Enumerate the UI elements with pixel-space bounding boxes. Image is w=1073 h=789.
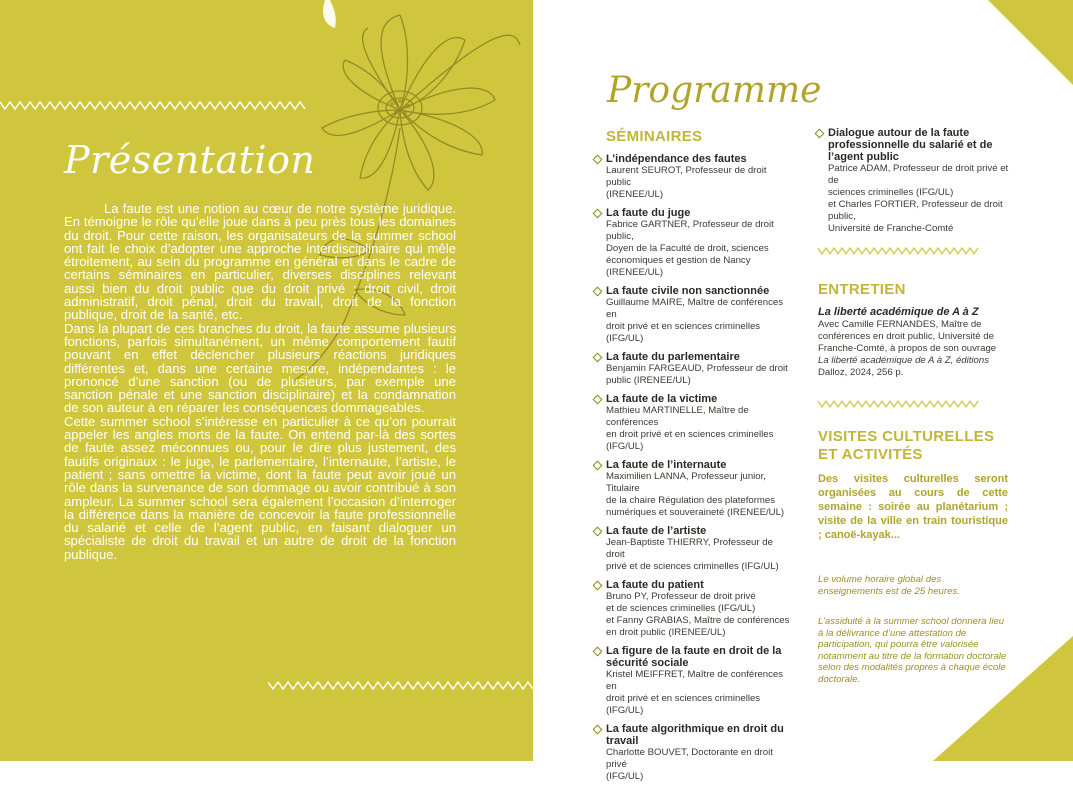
seminar-title: La faute du parlementaire <box>606 351 740 363</box>
seminar-item <box>593 645 793 717</box>
dialogue-speaker: Patrice ADAM, Professeur de droit privé et de <box>828 163 1009 186</box>
seminar-title: La faute de l’internaute <box>606 459 727 471</box>
diamond-bullet-icon <box>593 395 603 405</box>
seminar-speaker: Charlotte BOUVET, Doctorante en droit privé <box>606 747 773 770</box>
seminar-item <box>593 579 793 639</box>
seminar-title: La faute civile non sanctionnée <box>606 285 770 297</box>
seminar-speaker: Mathieu MARTINELLE, Maître de conférences <box>606 405 749 428</box>
diamond-bullet-icon <box>815 129 825 139</box>
seminar-item <box>593 351 793 387</box>
zigzag-separator <box>818 400 978 408</box>
seminar-item <box>593 723 793 783</box>
programme-title: Programme <box>607 70 822 111</box>
corner-triangle-top <box>988 0 1073 85</box>
seminar-speaker: Doyen de la Faculté de droit, sciences <box>606 243 769 254</box>
assiduite-note: L’assiduité à la summer school donnera lieu à la délivrance d’une attestation de participation, qui pourra être valorisée notamment au titre de la formation doctorale selon des modalités propres à chaque école doctorale. <box>818 616 1007 685</box>
seminar-speaker: droit privé et en sciences criminelles (IFG/UL) <box>606 321 761 344</box>
seminar-title: La figure de la faute en droit de la sécurité sociale <box>606 645 782 669</box>
seminar-speaker: Maximilien LANNA, Professeur junior, Titulaire <box>606 471 766 494</box>
dialogue-block <box>815 127 1011 241</box>
seminar-speaker: privé et de sciences criminelles (IFG/UL) <box>606 561 779 572</box>
zigzag-divider-top <box>0 100 305 112</box>
seminar-speaker: et Fanny GRABIAS, Maître de conférences <box>606 615 790 626</box>
diamond-bullet-icon <box>593 155 603 165</box>
seminar-item <box>593 207 793 279</box>
diamond-bullet-icon <box>593 209 603 219</box>
diamond-bullet-icon <box>593 461 603 471</box>
diamond-bullet-icon <box>593 287 603 297</box>
seminar-title: La faute du juge <box>606 207 691 219</box>
seminar-title: La faute de l’artiste <box>606 525 707 537</box>
seminar-speaker: économiques et gestion de Nancy (IRENEE/UL) <box>606 255 751 278</box>
seminar-speaker: (IFG/UL) <box>606 441 644 452</box>
seminar-speaker: Benjamin FARGEAUD, Professeur de droit <box>606 363 788 374</box>
diamond-bullet-icon <box>593 353 603 363</box>
seminar-speaker: Fabrice GARTNER, Professeur de droit public, <box>606 219 774 242</box>
dialogue-speaker: et Charles FORTIER, Professeur de droit public, <box>828 199 1003 222</box>
seminar-item <box>593 393 793 453</box>
visites-heading <box>818 428 994 464</box>
volume-note: Le volume horaire global des enseignements est de 25 heures. <box>818 574 960 597</box>
entretien-detail: Franche-Comté, à propos de son ouvrage <box>818 343 997 354</box>
entretien-detail: conférences en droit public, Université de <box>818 331 994 342</box>
seminar-speaker: Guillaume MAIRE, Maître de conférences en <box>606 297 784 320</box>
presentation-body <box>64 202 456 561</box>
right-page <box>533 0 1073 782</box>
seminar-speaker: public (IRENEE/UL) <box>606 375 691 386</box>
seminar-speaker: Bruno PY, Professeur de droit privé <box>606 591 756 602</box>
entretien-block <box>818 306 1014 379</box>
seminar-item <box>593 525 793 573</box>
seminar-item <box>593 153 793 201</box>
seminar-speaker: et de sciences criminelles (IFG/UL) <box>606 603 756 614</box>
zigzag-divider-bottom <box>268 680 533 692</box>
zigzag-separator <box>818 247 978 255</box>
entretien-detail: Avec Camille FERNANDES, Maître de <box>818 319 982 330</box>
diamond-bullet-icon <box>593 527 603 537</box>
entretien-detail: La liberté académique de A à Z, éditions <box>818 355 990 366</box>
visites-body: Des visites culturelles seront organisées au cours de cette semaine : soirée au planétarium ; visite de la ville en train touristique ; canoë-kayak... <box>818 473 1008 541</box>
diamond-bullet-icon <box>593 581 603 591</box>
seminar-title: L’indépendance des fautes <box>606 153 747 165</box>
diamond-bullet-icon <box>593 725 603 735</box>
presentation-paragraph-3: Cette summer school s’intéresse en particulier à ce qu’on pourrait appeler les angles morts de la faute. On entend par-là des sortes de faute assez méconnues ou, pour le dire plus justement, des fautifs originaux : le juge, le parlementaire, l’internaute, l’artiste, le patient ; sans omettre la victime, dont la faute peut avoir joué un rôle dans la survenance de son dommage ou avoir contribué à son ampleur. La summer school sera également l’occasion d’interroger la différence dans la manière de concevoir la faute professionnelle du salarié et celle de l’agent public, en faisant dialoguer un spécialiste de droit du travail et un autre de droit de la fonction publique. <box>64 413 456 562</box>
left-page <box>0 0 533 761</box>
seminaires-heading: SÉMINAIRES <box>606 128 703 145</box>
entretien-title: La liberté académique de A à Z <box>818 306 979 318</box>
seminar-speaker: en droit public (IRENEE/UL) <box>606 627 726 638</box>
visites-heading-line2: ET ACTIVITÉS <box>818 446 923 463</box>
dialogue-speaker: sciences criminelles (IFG/UL) <box>828 187 954 198</box>
seminar-title: La faute du patient <box>606 579 704 591</box>
seminar-speaker: (IFG/UL) <box>606 771 644 782</box>
seminar-item <box>593 459 793 519</box>
seminar-item <box>593 285 793 345</box>
seminar-speaker: (IRENEE/UL) <box>606 189 664 200</box>
seminar-speaker: numériques et souveraineté (IRENEE/UL) <box>606 507 785 518</box>
visites-heading-line1: VISITES CULTURELLES <box>818 428 995 445</box>
presentation-paragraph-1: La faute est une notion au cœur de notre système juridique. En témoigne le rôle qu’elle joue dans à peu près tous les domaines du droit. Pour cette raison, les organisateurs de la summer school ont fait le choix d’adopter une approche interdisciplinaire qui mêle étroitement, au sein du programme en général et dans le cadre de certains séminaires en particulier, diverses disciplines relevant aussi bien du droit public que du droit privé : droit civil, droit administratif, droit pénal, droit du travail, droit de la fonction publique, droit de la santé, etc. <box>64 201 456 323</box>
seminar-speaker: Laurent SEUROT, Professeur de droit public <box>606 165 767 188</box>
dialogue-speaker: Université de Franche-Comté <box>828 223 954 234</box>
seminar-title: La faute algorithmique en droit du travail <box>606 723 784 747</box>
presentation-title: Présentation <box>64 138 316 182</box>
entretien-detail: Dalloz, 2024, 256 p. <box>818 367 904 378</box>
entretien-heading: ENTRETIEN <box>818 281 906 298</box>
dialogue-item <box>815 127 1011 235</box>
seminaires-list <box>593 153 793 789</box>
seminar-speaker: Jean-Baptiste THIERRY, Professeur de droit <box>606 537 773 560</box>
seminar-speaker: Kristel MEIFFRET, Maître de conférences en <box>606 669 784 692</box>
dialogue-title: Dialogue autour de la faute professionnelle du salarié et de l’agent public <box>828 127 993 163</box>
seminar-speaker: de la chaire Régulation des plateformes <box>606 495 776 506</box>
presentation-paragraph-2: Dans la plupart de ces branches du droit, la faute assume plusieurs fonctions, parfois simultanément, un même comportement fautif pouvant en effet déclencher plusieurs réactions juridiques différentes et, dans une certaine mesure, indépendantes : le prononcé d’une sanction (ou de plusieurs, par exemple une sanction pénale et une sanction disciplinaire) et la condamnation de son auteur à en réparer les conséquences dommageables. <box>64 320 456 416</box>
diamond-bullet-icon <box>593 647 603 657</box>
seminar-speaker: en droit privé et en sciences criminelles <box>606 429 774 440</box>
seminar-title: La faute de la victime <box>606 393 718 405</box>
seminar-speaker: droit privé et en sciences criminelles (IFG/UL) <box>606 693 761 716</box>
